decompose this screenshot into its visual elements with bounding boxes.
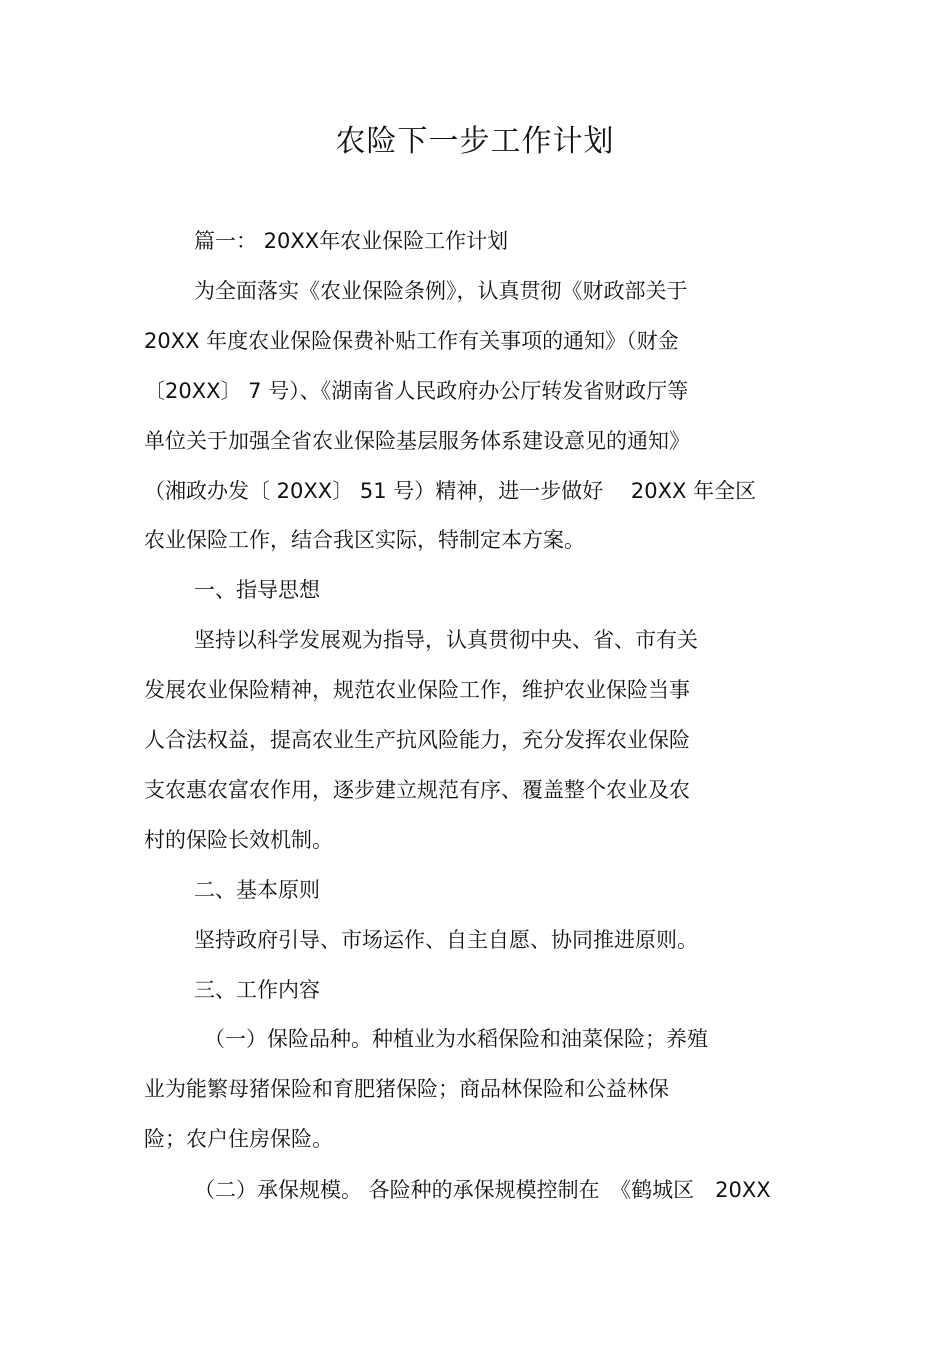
paragraph-line: 坚持政府引导、市场运作、自主自愿、协同推进原则。	[194, 928, 698, 952]
paragraph-line: 险；农户住房保险。	[144, 1127, 333, 1151]
paragraph-line: 〔20XX〕 7 号）、《湖南省人民政府办公厅转发省财政厅等	[144, 379, 689, 403]
paragraph-line: 为全面落实《农业保险条例》，认真贯彻《财政部关于	[194, 279, 688, 303]
paragraph-line: 坚持以科学发展观为指导，认真贯彻中央、省、市有关	[194, 628, 698, 652]
section-heading-guiding-thought: 一、指导思想	[194, 578, 320, 602]
paragraph-line: 人合法权益，提高农业生产抗风险能力，充分发挥农业保险	[144, 728, 690, 752]
paragraph-line: （二）承保规模。 各险种的承保规模控制在 《鹤城区 20XX	[194, 1178, 771, 1202]
section-heading-part-one: 篇一： 20XX年农业保险工作计划	[194, 229, 509, 253]
paragraph-line: 村的保险长效机制。	[144, 828, 333, 852]
paragraph-line: （一）保险品种。种植业为水稻保险和油菜保险；养殖	[204, 1027, 708, 1051]
paragraph-line: 20XX 年度农业保险保费补贴工作有关事项的通知》（财金	[144, 329, 679, 353]
document-title: 农险下一步工作计划	[335, 124, 615, 159]
paragraph-line: 支农惠农富农作用，逐步建立规范有序、覆盖整个农业及农	[144, 778, 690, 802]
paragraph-line: 业为能繁母猪保险和育肥猪保险；商品林保险和公益林保	[144, 1077, 669, 1101]
paragraph-line: （湘政办发〔 20XX〕 51 号）精神，进一步做好 20XX 年全区	[144, 479, 757, 503]
section-heading-basic-principles: 二、基本原则	[194, 878, 320, 902]
section-heading-work-content: 三、工作内容	[194, 978, 320, 1002]
paragraph-line: 发展农业保险精神，规范农业保险工作，维护农业保险当事	[144, 678, 690, 702]
paragraph-line: 农业保险工作，结合我区实际，特制定本方案。	[144, 528, 585, 552]
paragraph-line: 单位关于加强全省农业保险基层服务体系建设意见的通知》	[144, 429, 690, 453]
